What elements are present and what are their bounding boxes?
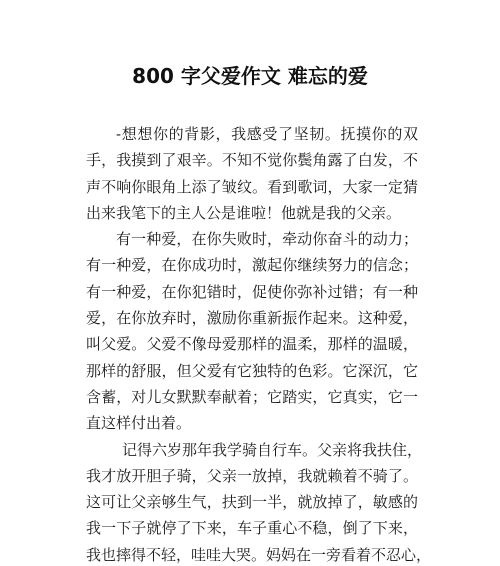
essay-line: 我也摔得不轻，哇哇大哭。妈妈在一旁看着不忍心， <box>86 545 432 564</box>
essay-line: 出来我笔下的主人公是谁啦！他就是我的父亲。 <box>86 203 402 222</box>
essay-body <box>86 121 432 566</box>
essay-line: 直这样付出着。 <box>86 414 192 433</box>
essay-line: 有一种爱，在你犯错时，促使你弥补过错；有一种 <box>86 282 418 301</box>
essay-line: 我一下子就停了下来，车子重心不稳，倒了下来， <box>86 519 418 538</box>
essay-line: 叫父爱。父爱不像母爱那样的温柔，那样的温暖， <box>86 335 418 354</box>
essay-line: 记得六岁那年我学骑自行车。父亲将我扶住， <box>122 440 423 459</box>
essay-line: 手，我摸到了艰辛。不知不觉你鬓角露了白发，不 <box>86 151 418 170</box>
essay-line: 有一种爱，在你成功时，激起你继续努力的信念； <box>86 256 418 275</box>
essay-line: 爱，在你放弃时，激励你重新振作起来。这种爱， <box>86 309 418 328</box>
essay-line: 这可让父亲够生气，扶到一半，就放掉了，敏感的 <box>86 493 418 512</box>
page-title: 800 字父爱作文 难忘的爱 <box>132 64 368 88</box>
essay-line: 声不响你眼角上添了皱纹。看到歌词，大家一定猜 <box>86 177 418 196</box>
essay-line: 有一种爱，在你失败时，牵动你奋斗的动力； <box>116 230 418 249</box>
essay-line: 我才放开胆子骑，父亲一放掉，我就赖着不骑了。 <box>86 466 418 485</box>
essay-line: 含蓄，对儿女默默奉献着；它踏实，它真实，它一 <box>86 387 418 406</box>
essay-line: 那样的舒服，但父爱有它独特的色彩。它深沉，它 <box>86 361 418 380</box>
essay-line: -想想你的背影，我感受了坚韧。抚摸你的双 <box>116 125 418 143</box>
